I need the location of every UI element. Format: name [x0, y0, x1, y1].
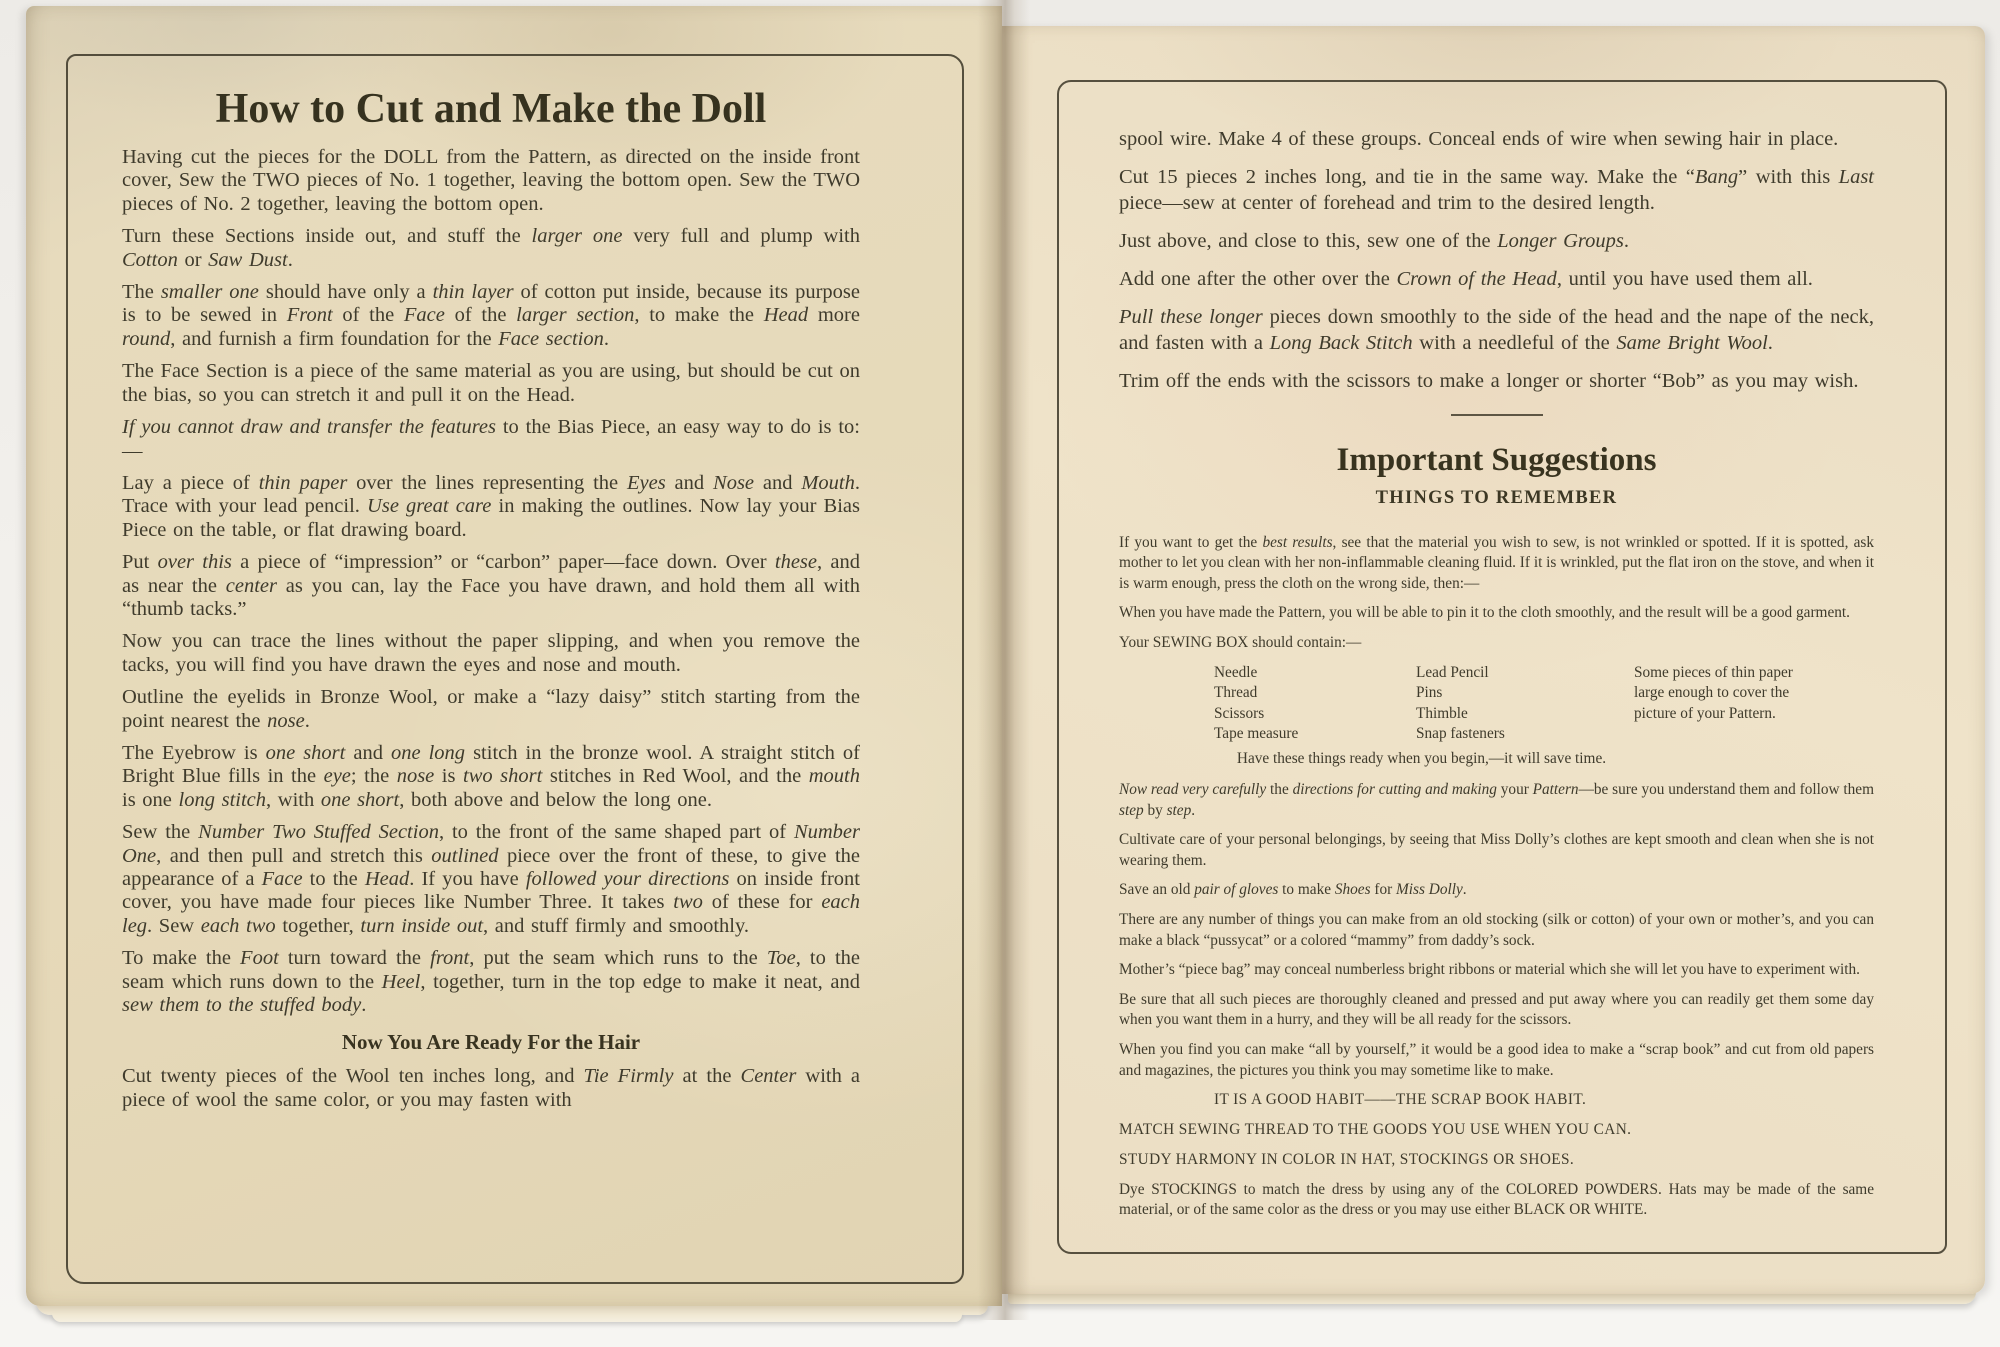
doll-paragraph-9: Outline the eyelids in Bronze Wool, or make a “lazy daisy” stitch starting from the point nearest the nose.: [122, 686, 860, 732]
doll-paragraph-7: Put over this a piece of “impression” or “carbon” paper—face down. Over these, and as near the center as you can, lay the Face you have drawn, and hold them all with “thumb tacks.”: [122, 551, 860, 620]
study-harmony-line: STUDY HARMONY IN COLOR IN HAT, STOCKINGS OR SHOES.: [1119, 1150, 1575, 1168]
section-divider: [1451, 414, 1543, 416]
suggestion-tip-7: When you find you can make “all by yourself,” it would be a good idea to make a “scrap book” and cut from old papers and magazines, the pictures you think you may sometime like to make.: [1119, 1041, 1874, 1079]
hair-paragraph-4: Just above, and close to this, sew one of the Longer Groups.: [1119, 230, 1629, 252]
doll-paragraph-4: The Face Section is a piece of the same material as you are using, but should be cut on the bias, so you can stretch it and pull it on the Head.: [122, 360, 860, 406]
doll-paragraph-12: To make the Foot turn toward the front, put the seam which runs to the Toe, to the seam which runs down to the Heel, together, turn in the top edge to make it neat, and sew them to the stuffed body.: [122, 947, 860, 1017]
sewing-box-item: Snap fasteners: [1416, 725, 1505, 743]
hair-paragraph-3: Cut 15 pieces 2 inches long, and tie in the same way. Make the “Bang” with this Last piece—sew at center of forehead and trim to the desired length.: [1119, 166, 1874, 214]
dye-stockings-paragraph: Dye STOCKINGS to match the dress by using any of the COLORED POWDERS. Hats may be made of the same material, or of the same color as the dress or you may use either BLACK OR WHITE.: [1119, 1180, 1874, 1219]
right-page-content: [1059, 82, 1945, 1252]
hair-section-heading: Now You Are Ready For the Hair: [341, 1030, 641, 1055]
sewing-box-column-2: [1416, 663, 1634, 745]
suggestion-tip-5: Mother’s “piece bag” may conceal numberless bright ribbons or material which she will let you have to experiment with.: [1119, 961, 1860, 979]
doll-paragraph-5: If you cannot draw and transfer the features to the Bias Piece, an easy way to do is to:—: [122, 416, 860, 462]
hair-paragraph-6: Pull these longer pieces down smoothly to the side of the head and the nape of the neck, and fasten with a Long Back Stitch with a needleful of the Same Bright Wool.: [1119, 306, 1874, 354]
suggestion-tip-3: Save an old pair of gloves to make Shoes for Miss Dolly.: [1119, 881, 1467, 899]
sewing-box-item: Needle: [1214, 663, 1258, 681]
sewing-box-item: Scissors: [1214, 704, 1265, 722]
suggestions-title: Important Suggestions: [1336, 442, 1657, 478]
right-page: [1002, 26, 1985, 1294]
sewing-box-item: Thread: [1214, 684, 1258, 702]
hair-paragraph-5: Add one after the other over the Crown of the Head, until you have used them all.: [1119, 268, 1813, 290]
sewing-box-item: Lead Pencil: [1416, 663, 1489, 681]
suggestions-intro-1: If you want to get the best results, see that the material you wish to sew, is not wrinkled or spotted. If it is spotted, ask mother to let you clean with her non-inflammable cleaning fluid. If it is wrinkled, put the flat iron on the stove, and when it is warm enough, press the cloth on the wrong side, then:—: [1119, 534, 1875, 592]
doll-paragraph-11: Sew the Number Two Stuffed Section, to the front of the same shaped part of Number One, and then pull and stretch this outlined piece over the front of these, to give the appearance of a Face to the Head. If you have followed your directions on inside front cover, you have made four pieces like Number Three. It takes two of these for each leg. Sew each two together, turn inside out, and stuff firmly and smoothly.: [122, 821, 861, 937]
sewing-box-column-1: [1214, 663, 1416, 745]
match-thread-line: MATCH SEWING THREAD TO THE GOODS YOU USE WHEN YOU CAN.: [1119, 1121, 1632, 1139]
left-page-content: [68, 56, 962, 1282]
stacked-page-edge: [52, 1313, 962, 1322]
sewing-box-item: Tape measure: [1214, 725, 1299, 743]
sewing-box-label: Your SEWING BOX should contain:—: [1119, 634, 1362, 652]
suggestion-tip-4: There are any number of things you can make from an old stocking (silk or cotton) of your own or mother’s, and you can make a black “pussycat” or a colored “mammy” from daddy’s sock.: [1119, 911, 1874, 949]
right-page-frame: [1057, 80, 1947, 1254]
ready-line: Have these things ready when you begin,—it will save time.: [1236, 749, 1607, 767]
sewing-box-column-3: Some pieces of thin paper large enough to cover the picture of your Pattern.: [1634, 663, 1793, 722]
sewing-box-list: [1214, 663, 1874, 745]
scrap-book-habit-line: IT IS A GOOD HABIT——THE SCRAP BOOK HABIT.: [1214, 1091, 1587, 1109]
left-page-frame: [66, 54, 964, 1284]
hair-paragraph-2: spool wire. Make 4 of these groups. Conceal ends of wire when sewing hair in place.: [1119, 128, 1839, 150]
suggestions-intro-2: When you have made the Pattern, you will be able to pin it to the cloth smoothly, and the result will be a good garment.: [1119, 604, 1850, 622]
doll-paragraph-3: The smaller one should have only a thin layer of cotton put inside, because its purpose is to be sewed in Front of the Face of the larger section, to make the Head more round, and furnish a firm foundation for the Face section.: [122, 281, 860, 350]
book-spine-shadow: [978, 0, 1030, 1320]
sewing-box-item: Thimble: [1416, 704, 1468, 722]
left-page: [26, 6, 1002, 1306]
suggestion-tip-2: Cultivate care of your personal belongings, by seeing that Miss Dolly’s clothes are kept smooth and clean when she is not wearing them.: [1119, 831, 1874, 869]
suggestion-tip-6: Be sure that all such pieces are thoroughly cleaned and pressed and put away where you can readily get them some day when you want them in a hurry, and they will be all ready for the scissors.: [1119, 991, 1874, 1029]
doll-paragraph-10: The Eyebrow is one short and one long stitch in the bronze wool. A straight stitch of Bright Blue fills in the eye; the nose is two short stitches in Red Wool, and the mouth is one long stitch, with one short, both above and below the long one.: [122, 741, 861, 811]
suggestions-subtitle: THINGS TO REMEMBER: [1375, 488, 1618, 508]
doll-paragraph-8: Now you can trace the lines without the paper slipping, and when you remove the tacks, you will find you have drawn the eyes and nose and mouth.: [122, 630, 860, 676]
doll-paragraph-2: Turn these Sections inside out, and stuff the larger one very full and plump with Cotton or Saw Dust.: [122, 225, 860, 271]
doll-paragraph-6: Lay a piece of thin paper over the lines representing the Eyes and Nose and Mouth. Trace with your lead pencil. Use great care in making the outlines. Now lay your Bias Piece on the table, or flat drawing board.: [122, 471, 860, 541]
suggestion-tip-1: Now read very carefully the directions for cutting and making your Pattern—be sure you understand them and follow them step by step.: [1119, 781, 1874, 819]
hair-paragraph-7: Trim off the ends with the scissors to make a longer or shorter “Bob” as you may wish.: [1119, 370, 1859, 392]
sewing-box-item: Pins: [1416, 684, 1443, 702]
hair-paragraph-1: Cut twenty pieces of the Wool ten inches long, and Tie Firmly at the Center with a piece of wool the same color, or you may fasten with: [122, 1065, 861, 1111]
page-title: How to Cut and Make the Doll: [215, 86, 767, 132]
doll-paragraph-1: Having cut the pieces for the DOLL from the Pattern, as directed on the inside front cover, Sew the TWO pieces of No. 1 together, leaving the bottom open. Sew the TWO pieces of No. 2 together, leaving the bottom open.: [122, 146, 860, 215]
